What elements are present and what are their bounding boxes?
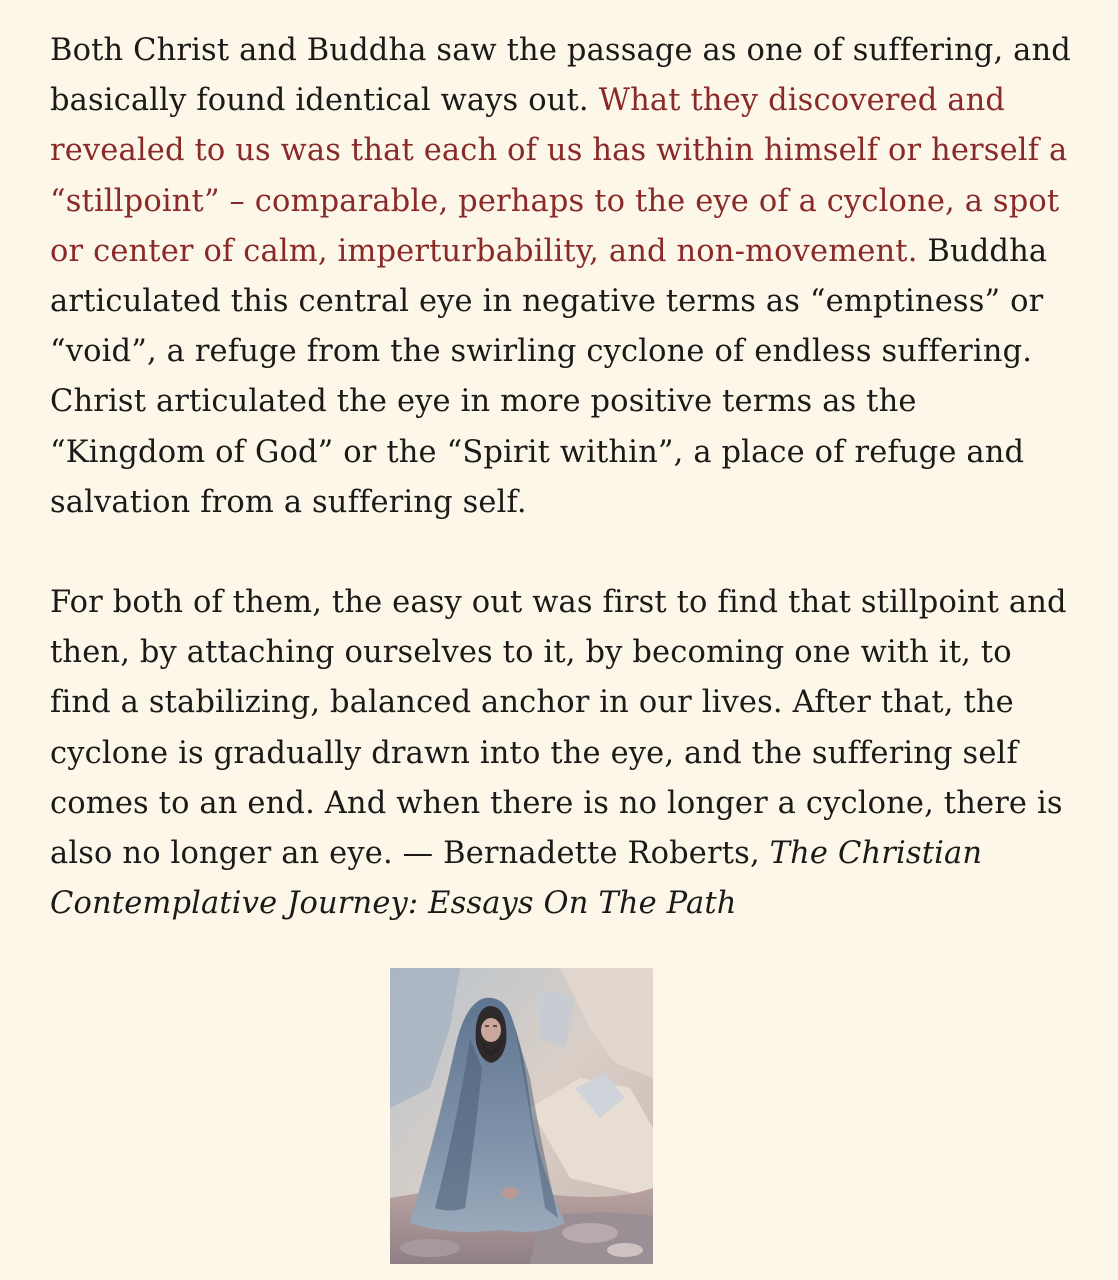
highlighted-sentence: What they discovered and revealed to us was that each of us has within himself or herself a “stillpoint” – comparable, perhaps to the eye of a cyclone, a spot or center of calm, imperturbability, and non-movement. (50, 83, 1068, 269)
meditating-figure-painting (390, 968, 653, 1264)
paragraph-1 (50, 26, 1080, 528)
paragraph-2-body: For both of them, the easy out was first to find that stillpoint and then, by attaching ourselves to it, by becoming one with it, to find a stabilizing, balanced anchor in our lives. After that, the cyclone is gradually drawn into the eye, and the suffering self comes to an end. And when there is no longer a cyclone, there is also no longer an eye. — Bernadette Roberts, (50, 585, 1067, 872)
quote-passage (50, 26, 1080, 929)
book-title-citation: The Christian Contemplative Journey: Essays On The Path (50, 836, 983, 922)
painting-artwork (390, 968, 653, 1264)
paragraph-1-rest: Buddha articulated this central eye in negative terms as “emptiness” or “void”, a refuge from the swirling cyclone of endless suffering. Christ articulated the eye in more positive terms as the “Kingdom of God” or the “Spirit within”, a place of refuge and salvation from a suffering self. (50, 233, 1048, 520)
paragraph-2 (50, 578, 1080, 929)
paragraph-1-intro: Both Christ and Buddha saw the passage as one of suffering, and basically found identical ways out. (50, 33, 1071, 119)
